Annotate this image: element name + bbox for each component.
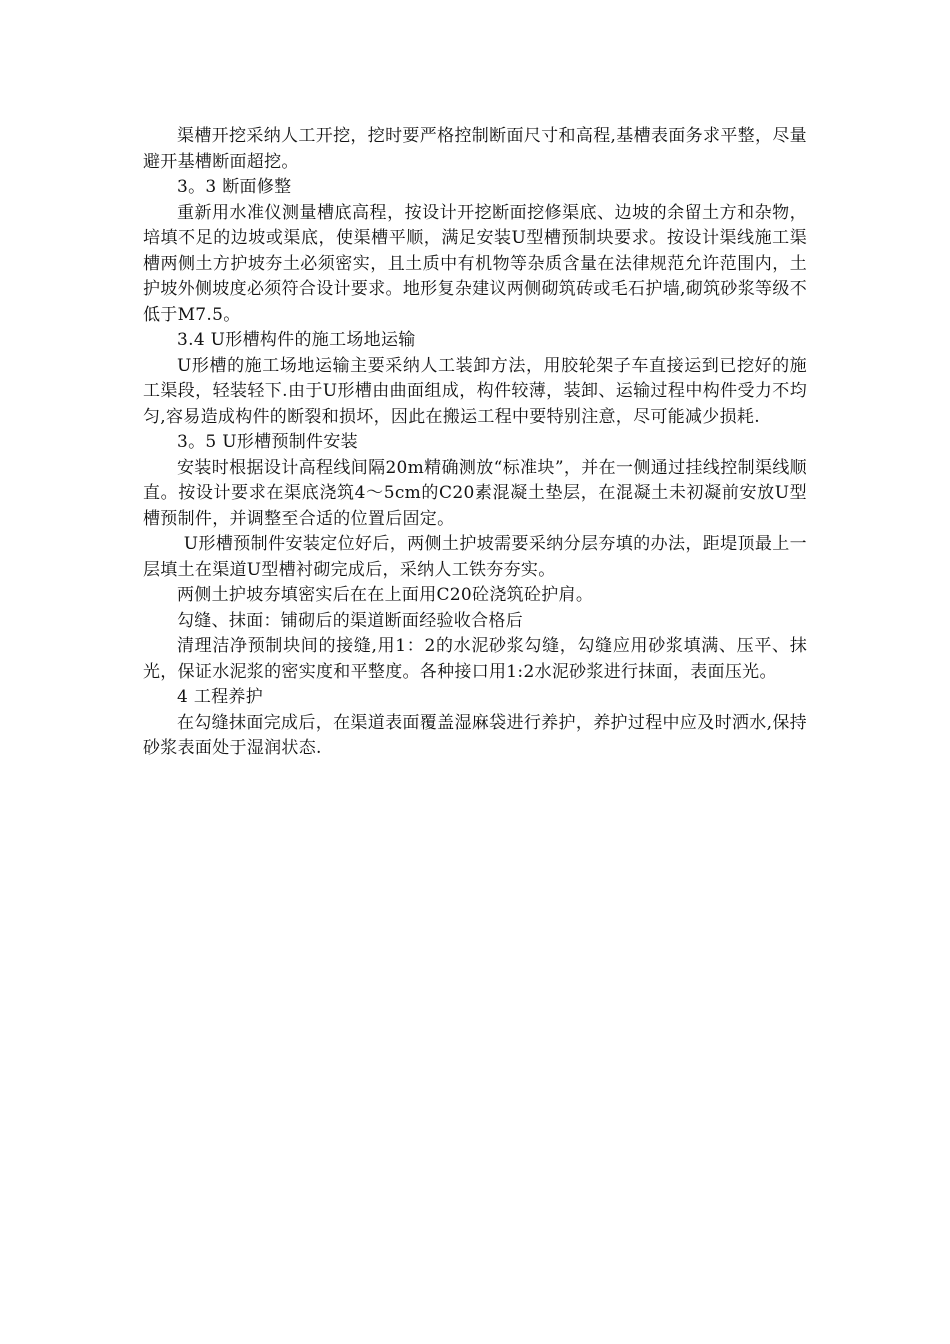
paragraph-site-transport: U形槽的施工场地运输主要采纳人工装卸方法，用胶轮架子车直接运到已挖好的施工渠段，轻装轻下.由于U形槽由曲面组成，构件较薄，装卸、运输过程中构件受力不均匀,容易造成构件的断裂和损坏，因此在搬运工程中要特别注意，尽可能减少损耗.: [143, 355, 807, 427]
paragraph-installation: 安装时根据设计高程线间隔20m精确测放“标准块”，并在一侧通过挂线控制渠线顺直。按设计要求在渠底浇筑4～5cm的C20素混凝土垫层，在混凝土未初凝前安放U型槽预制件，并调整至合适的位置后固定。: [143, 457, 807, 529]
section-heading-3-4: 3.4 U形槽构件的施工场地运输: [177, 330, 416, 350]
section-heading-3-3: 3。3 断面修整: [177, 177, 292, 197]
section-heading-3-5: 3。5 U形槽预制件安装: [177, 432, 358, 452]
paragraph-backfill: U形槽预制件安装定位好后，两侧土护坡需要采纳分层夯填的办法，距堤顶最上一层填土在渠道U型槽衬砌完成后，采纳人工铁夯夯实。: [143, 534, 807, 580]
paragraph-trench-excavation: 渠槽开挖采纳人工开挖，挖时要严格控制断面尺寸和高程,基槽表面务求平整，尽量避开基槽断面超挖。: [143, 126, 807, 172]
section-heading-4: 4 工程养护: [177, 687, 264, 707]
document-body: [143, 124, 807, 762]
paragraph-shoulder-protection: 两侧土护坡夯填密实后在在上面用C20砼浇筑砼护肩。: [177, 585, 594, 605]
paragraph-section-trimming: 重新用水准仪测量槽底高程，按设计开挖断面挖修渠底、边坡的余留土方和杂物，培填不足的边坡或渠底，使渠槽平顺，满足安装U型槽预制块要求。按设计渠线施工渠槽两侧土方护坡夯土必须密实，且土质中有机物等杂质含量在法律规范允许范围内，土护坡外侧坡度必须符合设计要求。地形复杂建议两侧砌筑砖或毛石护墙,砌筑砂浆等级不低于M7.5。: [143, 202, 807, 325]
paragraph-jointing-heading: 勾缝、抹面：铺砌后的渠道断面经验收合格后: [177, 610, 523, 631]
paragraph-curing: 在勾缝抹面完成后，在渠道表面覆盖湿麻袋进行养护，养护过程中应及时洒水,保持砂浆表面处于湿润状态.: [143, 712, 807, 758]
paragraph-jointing-detail: 清理洁净预制块间的接缝,用1：2的水泥砂浆勾缝，勾缝应用砂浆填满、压平、抹光，保证水泥浆的密实度和平整度。各种接口用1:2水泥砂浆进行抹面，表面压光。: [143, 636, 807, 682]
